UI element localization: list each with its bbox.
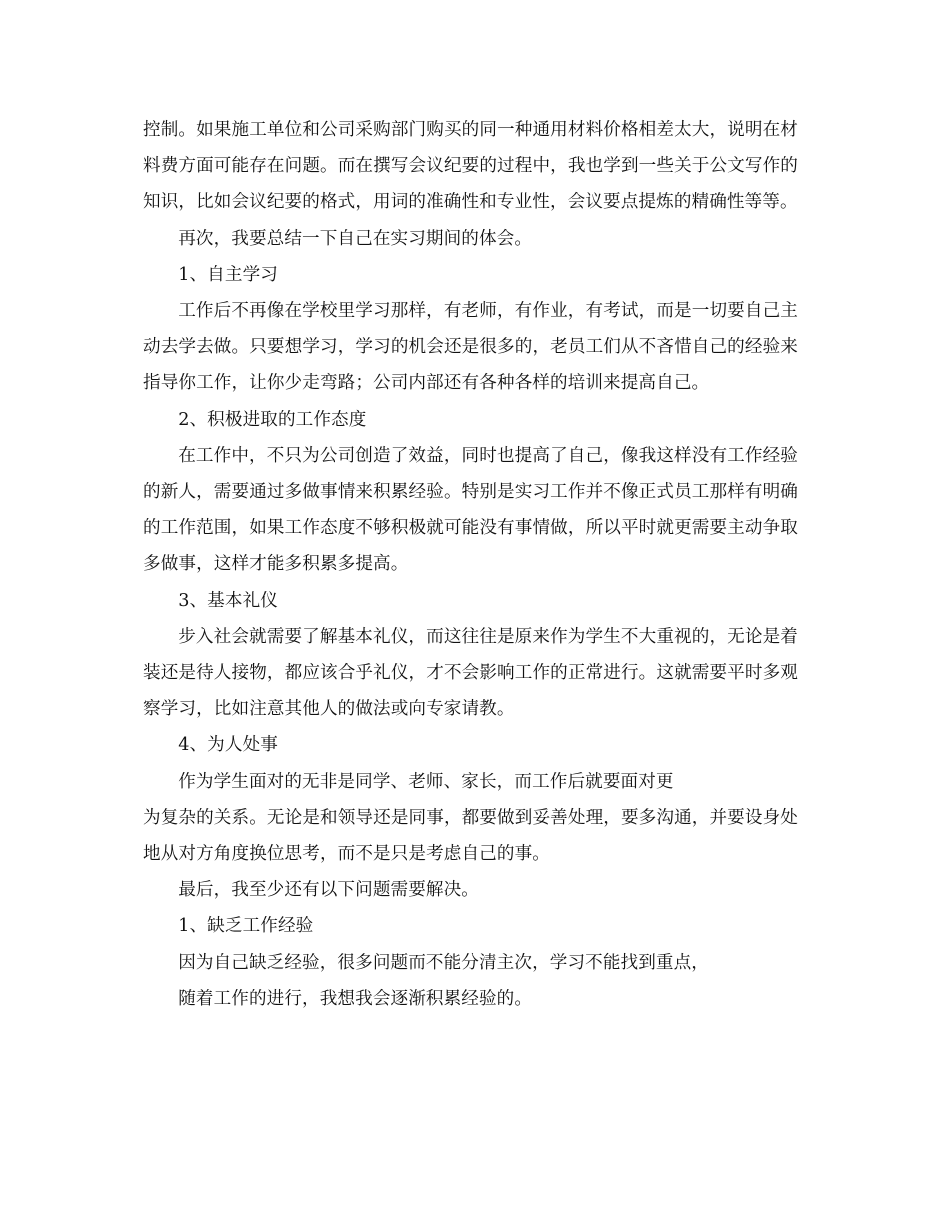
heading-self-learning: 1、自主学习 [178,264,278,285]
paragraph-lack-experience-line2: 随着工作的进行，我想我会逐渐积累经验的。 [178,988,533,1009]
paragraph-summary-intro: 再次，我要总结一下自己在实习期间的体会。 [178,228,533,249]
heading-interpersonal: 4、为人处事 [178,735,278,756]
paragraph-problems-intro: 最后，我至少还有以下问题需要解决。 [178,880,479,901]
paragraph-interpersonal-continued: 为复杂的关系。无论是和领导还是同事，都要做到妥善处理，要多沟通，并要设身处地从对方角度换位思考，而不是只是考虑自己的事。 [143,807,798,865]
heading-lack-experience: 1、缺乏工作经验 [178,916,314,937]
paragraph-lack-experience-line1: 因为自己缺乏经验，很多问题而不能分清主次，学习不能找到重点， [178,952,710,973]
document-body [143,112,798,1017]
heading-etiquette: 3、基本礼仪 [178,590,278,611]
paragraph-etiquette: 步入社会就需要了解基本礼仪，而这往往是原来作为学生不大重视的，无论是着装还是待人接物，都应该合乎礼仪，才不会影响工作的正常进行。这就需要平时多观察学习，比如注意其他人的做法或向专家请教。 [143,626,798,720]
paragraph-self-learning: 工作后不再像在学校里学习那样，有老师，有作业，有考试，而是一切要自己主动去学去做。只要想学习，学习的机会还是很多的，老员工们从不吝惜自己的经验来指导你工作，让你少走弯路；公司内部还有各种各样的培训来提高自己。 [143,301,798,394]
paragraph-interpersonal-line1: 作为学生面对的无非是同学、老师、家长，而工作后就要面对更 [178,771,674,792]
paragraph-material-cost-control: 控制。如果施工单位和公司采购部门购买的同一种通用材料价格相差太大，说明在材料费方面可能存在问题。而在撰写会议纪要的过程中，我也学到一些关于公文写作的知识，比如会议纪要的格式，用词的准确性和专业性，会议要点提炼的精确性等等。 [143,120,798,213]
paragraph-work-attitude: 在工作中，不只为公司创造了效益，同时也提高了自己，像我这样没有工作经验的新人，需要通过多做事情来积累经验。特别是实习工作并不像正式员工那样有明确的工作范围，如果工作态度不够积极就可能没有事情做，所以平时就更需要主动争取多做事，这样才能多积累多提高。 [143,445,798,575]
heading-work-attitude: 2、积极进取的工作态度 [178,409,367,430]
